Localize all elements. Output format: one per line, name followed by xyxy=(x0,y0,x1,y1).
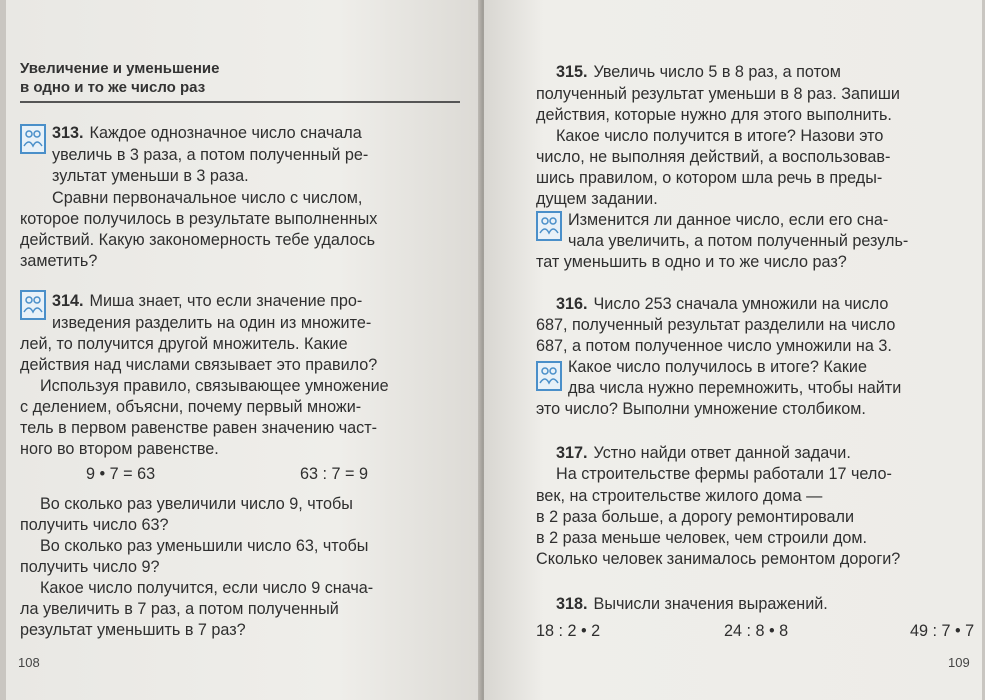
pair-work-icon xyxy=(536,211,562,241)
exercise-317-line: Сколько человек занималось ремонтом дороги? xyxy=(536,550,901,568)
left-page xyxy=(6,0,480,700)
exercise-317-line: На строительстве фермы работали 17 чело- xyxy=(556,465,892,483)
exercise-314-line: 314. Миша знает, что если значение про- xyxy=(52,292,363,310)
exercise-316-line: 316. Число 253 сначала умножили на число xyxy=(556,295,889,313)
question-line: Какое число получится, если число 9 снача- xyxy=(40,579,374,597)
question-line: Во сколько раз увеличили число 9, чтобы xyxy=(40,495,353,513)
exercise-313-line: действий. Какую закономерность тебе удалось xyxy=(20,231,376,249)
exercise-314-line: тель в первом равенстве равен значению част- xyxy=(20,419,378,437)
exercise-314-line: Используя правило, связывающее умножение xyxy=(40,377,389,395)
exercise-317-line: век, на строительстве жилого дома — xyxy=(536,487,823,505)
section-title-line: в одно и то же число раз xyxy=(20,79,206,96)
exercise-315-line: 315. Увеличь число 5 в 8 раз, а потом xyxy=(556,63,841,81)
expression: 49 : 7 • 7 xyxy=(910,622,975,640)
exercise-315-line: Изменится ли данное число, если его сна- xyxy=(568,211,889,229)
exercise-316-line: Какое число получилось в итоге? Какие xyxy=(568,358,867,376)
exercise-number: 318. xyxy=(556,595,588,613)
pair-work-icon xyxy=(536,361,562,391)
pair-work-icon xyxy=(20,290,46,320)
exercise-number: 313. xyxy=(52,124,84,142)
page-number: 109 xyxy=(948,655,970,670)
exercise-316-line: два числа нужно перемножить, чтобы найти xyxy=(568,379,902,397)
right-page xyxy=(484,0,982,700)
exercise-314-line: действия над числами связывает это правило? xyxy=(20,356,378,374)
exercise-314-line: с делением, объясни, почему первый множи- xyxy=(20,398,362,416)
section-title xyxy=(20,59,460,97)
exercise-315-line: действия, которые нужно для этого выполнить. xyxy=(536,106,892,124)
exercise-313-line: увеличь в 3 раза, а потом полученный ре- xyxy=(52,146,369,164)
exercise-313-line: 313. Каждое однозначное число сначала xyxy=(52,124,362,142)
exercise-316-line: 687, а потом полученное число умножили на 3. xyxy=(536,337,892,355)
question-line: ла увеличить в 7 раз, а потом полученный xyxy=(20,600,339,618)
expression: 24 : 8 • 8 xyxy=(724,622,789,640)
exercise-315-line: чала увеличить, а потом полученный резуль- xyxy=(568,232,909,250)
exercise-316-line: 687, полученный результат разделили на число xyxy=(536,316,896,334)
exercise-313-line: заметить? xyxy=(20,252,98,270)
exercise-318-line: 318. Вычисли значения выражений. xyxy=(556,595,828,613)
exercise-315-line: дущем задании. xyxy=(536,190,658,208)
exercise-317-line: в 2 раза меньше человек, чем строили дом. xyxy=(536,529,868,547)
exercise-315-line: шись правилом, о котором шла речь в преды- xyxy=(536,169,883,187)
exercise-314-line: лей, то получится другой множитель. Какие xyxy=(20,335,348,353)
exercise-315-line: число, не выполняя действий, а воспользовав- xyxy=(536,148,891,166)
exercise-315-line: тат уменьшить в одно и то же число раз? xyxy=(536,253,847,271)
question-line: получить число 63? xyxy=(20,516,169,534)
question-line: результат уменьшить в 7 раз? xyxy=(20,621,246,639)
exercise-317-line: 317. Устно найди ответ данной задачи. xyxy=(556,444,851,462)
exercise-number: 317. xyxy=(556,444,588,462)
section-divider xyxy=(20,101,460,103)
equation: 63 : 7 = 9 xyxy=(300,465,368,483)
page-number: 108 xyxy=(18,655,40,670)
exercise-313-line: зультат уменьши в 3 раза. xyxy=(52,167,249,185)
exercise-313-line: которое получилось в результате выполненных xyxy=(20,210,378,228)
exercise-316-line: это число? Выполни умножение столбиком. xyxy=(536,400,866,418)
exercise-317-line: в 2 раза больше, а дорогу ремонтировали xyxy=(536,508,855,526)
section-title-line: Увеличение и уменьшение xyxy=(20,60,220,77)
exercise-number: 315. xyxy=(556,63,588,81)
exercise-313-line: Сравни первоначальное число с числом, xyxy=(52,189,363,207)
pair-work-icon xyxy=(20,124,46,154)
exercise-number: 314. xyxy=(52,292,84,310)
exercise-314-line: изведения разделить на один из множите- xyxy=(52,314,372,332)
question-line: получить число 9? xyxy=(20,558,160,576)
equation: 9 • 7 = 63 xyxy=(86,465,156,483)
question-line: Во сколько раз уменьшили число 63, чтобы xyxy=(40,537,369,555)
exercise-315-line: полученный результат уменьши в 8 раз. Запиши xyxy=(536,85,900,103)
exercise-number: 316. xyxy=(556,295,588,313)
exercise-314-line: ного во втором равенстве. xyxy=(20,440,219,458)
expression: 18 : 2 • 2 xyxy=(536,622,601,640)
exercise-315-line: Какое число получится в итоге? Назови это xyxy=(556,127,884,145)
